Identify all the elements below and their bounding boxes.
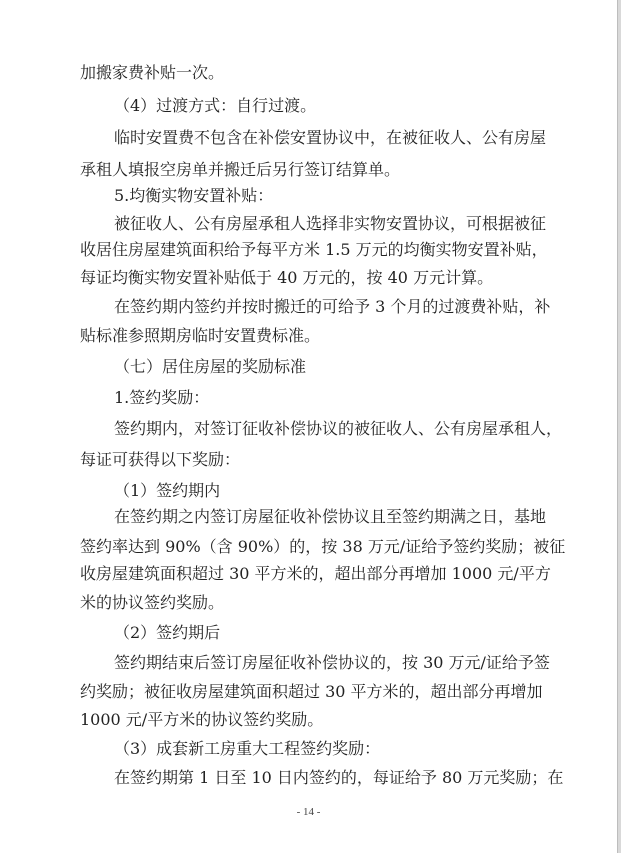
section-heading: 5.均衡实物安置补贴： [114, 186, 274, 205]
text-line: 在签约期内签约并按时搬迁的可给予 3 个月的过渡费补贴，补 [114, 297, 551, 316]
text-line: 签约期内，对签订征收补偿协议的被征收人、公有房屋承租人， [114, 419, 563, 438]
text-line: 加搬家费补贴一次。 [80, 63, 225, 82]
text-line: 收房屋建筑面积超过 30 平方米的，超出部分再增加 1000 元/平方 [80, 564, 551, 583]
text-line: 在签约期第 1 日至 10 日内签约的，每证给予 80 万元奖励；在 [114, 768, 564, 787]
section-heading: （七）居住房屋的奖励标准 [114, 357, 307, 376]
text-line: 每证均衡实物安置补贴低于 40 万元的，按 40 万元计算。 [80, 268, 494, 287]
text-line: 约奖励；被征收房屋建筑面积超过 30 平方米的，超出部分再增加 [80, 682, 543, 701]
section-heading: （2）签约期后 [114, 623, 221, 642]
text-line: 在签约期之内签订房屋征收补偿协议且至签约期满之日，基地 [114, 507, 547, 526]
text-line: 1000 元/平方米的协议签约奖励。 [80, 710, 324, 729]
text-line: 签约率达到 90%（含 90%）的，按 38 万元/证给予签约奖励；被征 [80, 537, 566, 556]
page-number: - 14 - [296, 806, 321, 818]
text-line: 收居住房屋建筑面积给予每平方米 1.5 万元的均衡实物安置补贴， [80, 240, 548, 259]
section-heading: （3）成套新工房重大工程签约奖励： [114, 739, 381, 758]
text-line: 承租人填报空房单并搬迁后另行签订结算单。 [80, 160, 401, 179]
text-line: 临时安置费不包含在补偿安置协议中，在被征收人、公有房屋 [114, 128, 547, 147]
text-line: 米的协议签约奖励。 [80, 593, 225, 612]
text-line: 每证可获得以下奖励： [80, 450, 241, 469]
text-line: 签约期结束后签订房屋征收补偿协议的，按 30 万元/证给予签 [114, 653, 550, 672]
section-heading: （1）签约期内 [114, 481, 221, 500]
section-heading: 1.签约奖励： [114, 388, 210, 407]
text-line: （4）过渡方式：自行过渡。 [114, 96, 317, 115]
text-line: 贴标准参照期房临时安置费标准。 [80, 326, 321, 345]
text-line: 被征收人、公有房屋承租人选择非实物安置协议，可根据被征 [114, 214, 547, 233]
